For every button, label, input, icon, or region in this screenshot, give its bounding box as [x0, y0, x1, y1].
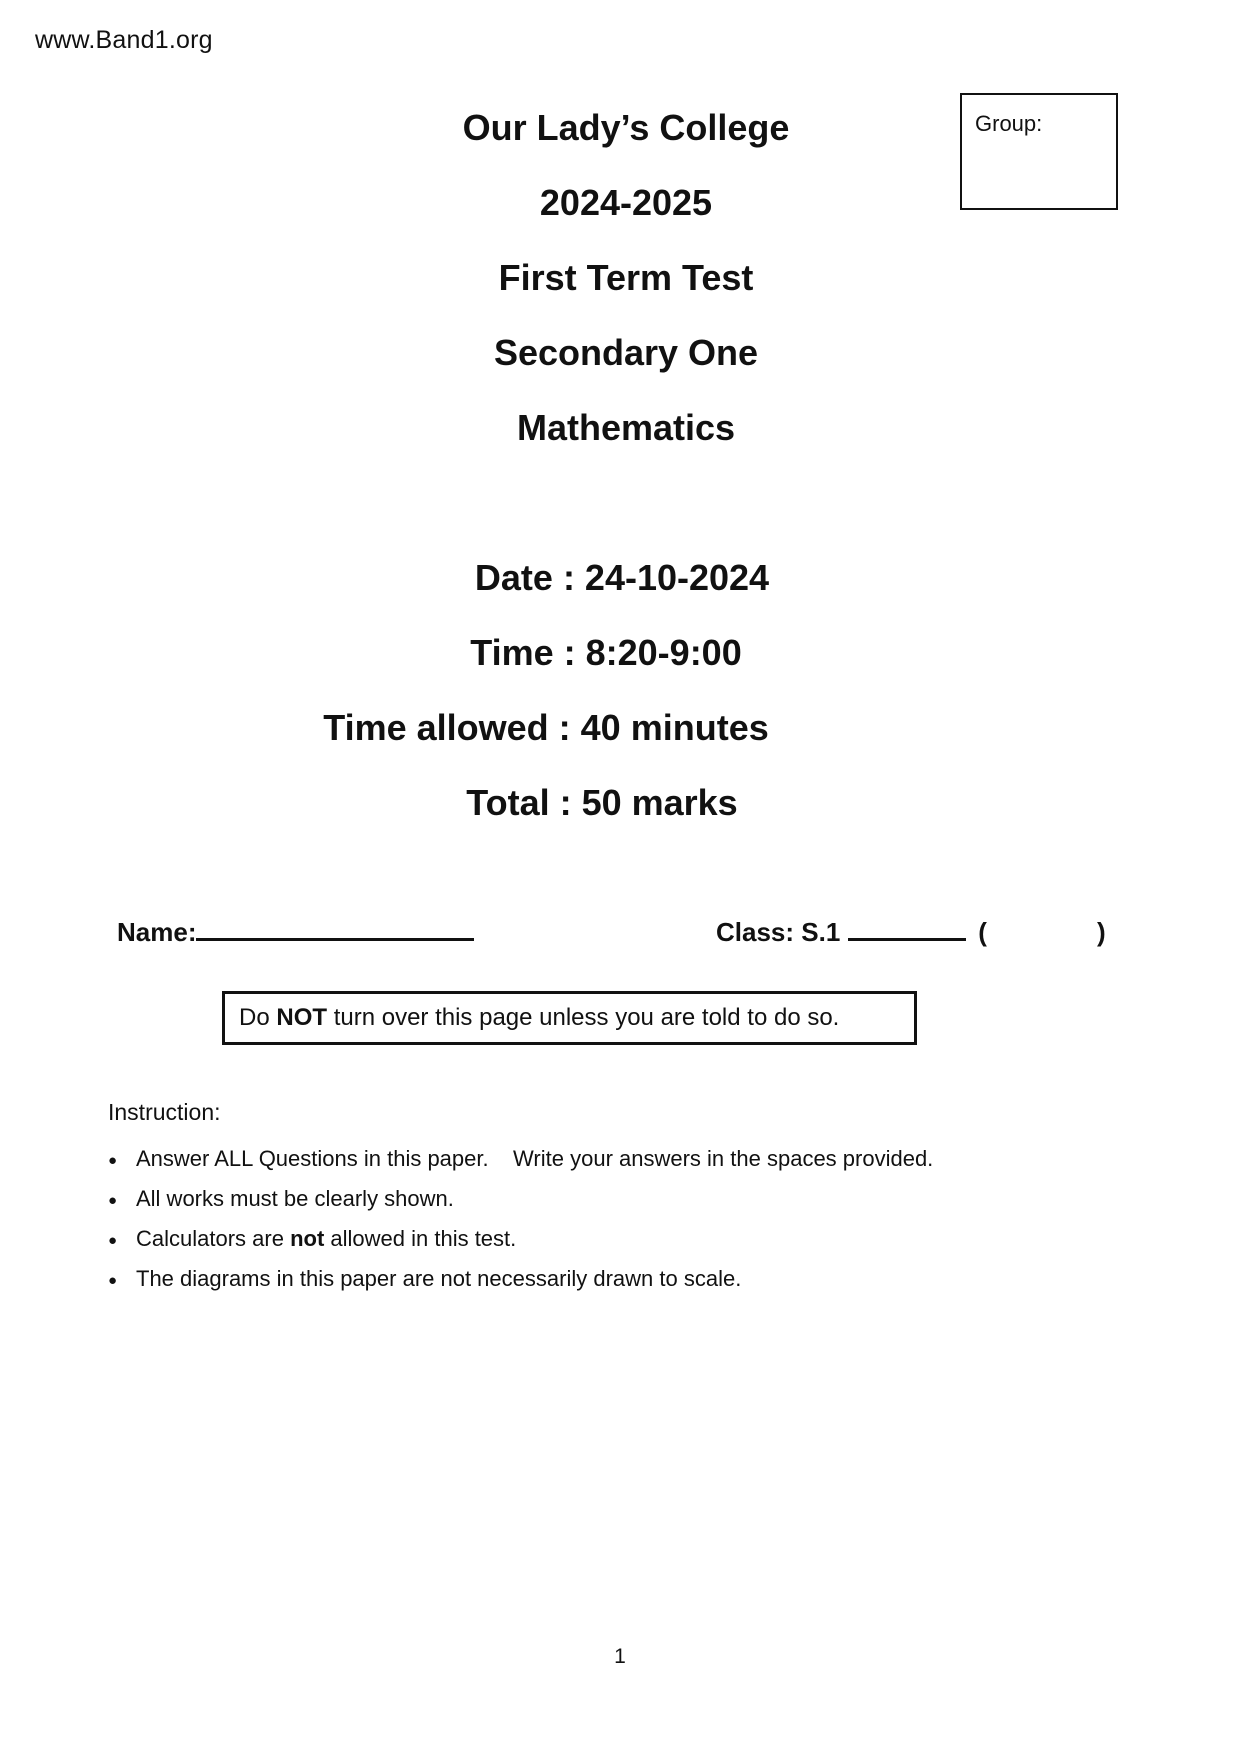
instruction-text: The diagrams in this paper are not necessarily drawn to scale. [136, 1266, 742, 1291]
bullet-icon: ● [108, 1272, 118, 1289]
exam-time: Time : 8:20-9:00 [470, 632, 742, 673]
exam-year: 2024-2025 [539, 182, 713, 223]
title-block [0, 90, 1240, 465]
instruction-text: Calculators are not allowed in this test. [136, 1226, 517, 1251]
close-paren: ) [1096, 917, 1106, 947]
group-label: Group: [975, 111, 1043, 136]
exam-name: First Term Test [498, 257, 754, 298]
notice-text-post: turn over this page unless you are told to do so. [327, 1004, 840, 1031]
bullet-icon: ● [108, 1192, 118, 1209]
open-paren: ( [978, 917, 987, 947]
class-field-group [716, 912, 1106, 948]
instruction-item [108, 1220, 1138, 1260]
student-info-row [0, 912, 1240, 952]
class-blank-line [848, 912, 966, 941]
instructions-heading: Instruction: [108, 1099, 221, 1125]
school-name: Our Lady’s College [462, 107, 790, 148]
instructions-section [108, 1099, 1138, 1300]
name-field-group [117, 912, 474, 948]
exam-date: Date : 24-10-2024 [474, 557, 770, 598]
notice-box [222, 991, 917, 1045]
page-number: 1 [614, 1645, 626, 1668]
notice-text-pre: Do [239, 1004, 277, 1031]
watermark-text: www.Band1.org [35, 26, 213, 54]
class-level: Secondary One [493, 332, 759, 373]
time-allowed: Time allowed : 40 minutes [323, 707, 769, 748]
total-marks: Total : 50 marks [466, 782, 738, 823]
instruction-item [108, 1140, 1138, 1180]
bullet-icon: ● [108, 1152, 118, 1169]
instruction-item [108, 1180, 1138, 1220]
instruction-item [108, 1260, 1138, 1300]
notice-text-bold: NOT [276, 1004, 328, 1031]
bullet-icon: ● [108, 1232, 118, 1249]
subject-name: Mathematics [516, 407, 736, 448]
class-label: Class: S.1 [716, 917, 841, 947]
instruction-text: All works must be clearly shown. [136, 1186, 454, 1211]
instruction-text: Answer ALL Questions in this paper. Write your answers in the spaces provided. [136, 1146, 934, 1171]
name-blank-line [196, 912, 474, 941]
name-label: Name: [117, 917, 197, 947]
details-block [0, 540, 1240, 840]
